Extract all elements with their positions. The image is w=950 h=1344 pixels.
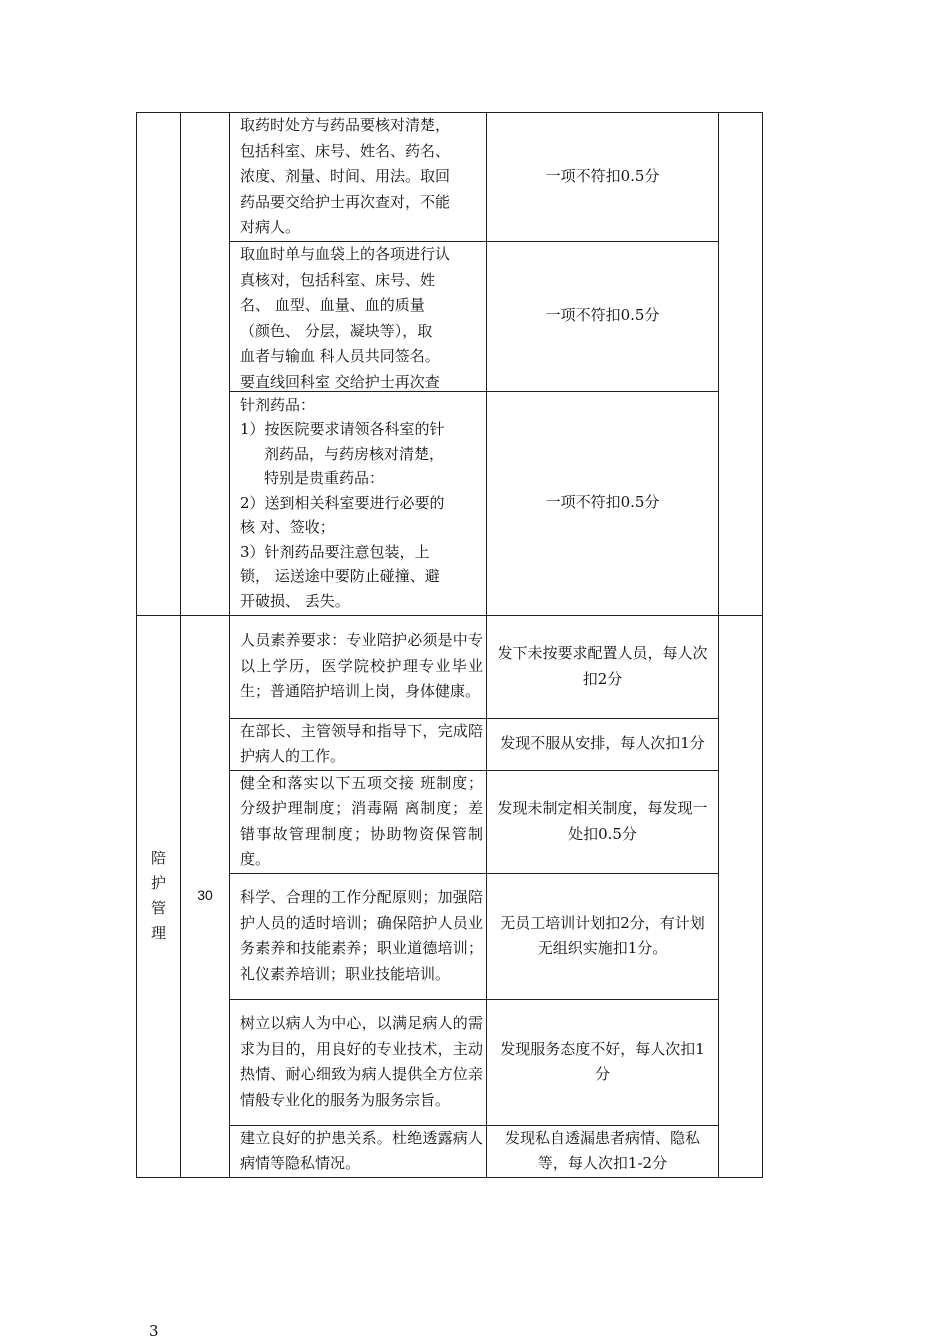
content-line: 取药时处方与药品要核对清楚， [240, 116, 451, 134]
table-row [137, 391, 763, 615]
table-row [137, 873, 763, 999]
content-line: 取血时单与血袋上的各项进行认 [240, 245, 451, 263]
remarks-cell [719, 615, 763, 1177]
table-row [137, 113, 763, 242]
deduction-rule-cell: 发现私自透漏患者病情、隐私等，每人次扣1-2分 [487, 1125, 719, 1177]
content-line: 包括科室、床号、姓名、药名、 [240, 141, 451, 160]
content-line: 3）针剂药品要注意包装，上 [240, 542, 430, 561]
table-row [137, 770, 763, 873]
content-line: 针剂药品： [240, 395, 316, 414]
remarks-cell [719, 113, 763, 616]
content-line: 锁， 运送途中要防止碰撞、避 [240, 567, 440, 585]
content-line: （颜色、 分层，凝块等），取 [240, 321, 433, 340]
content-cell: 在部长、主管领导和指导下，完成陪护病人的工作。 [230, 718, 487, 770]
content-cell: 树立以病人为中心，以满足病人的需求为目的，用良好的专业技术，主动热情、耐心细致为病人提供全方位亲情般专业化的服务为服务宗旨。 [230, 999, 487, 1125]
deduction-rule-cell: 无员工培训计划扣2分，有计划无组织实施扣1分。 [487, 873, 719, 999]
evaluation-table [136, 112, 763, 1178]
content-line: 真核对，包括科室、床号、姓 [240, 270, 436, 289]
content-cell: 科学、合理的工作分配原则；加强陪护人员的适时培训；确保陪护人员业务素养和技能素养；职业道德培训；礼仪素养培训；职业技能培训。 [230, 873, 487, 999]
content-line: 开破损、 丢失。 [240, 591, 350, 610]
deduction-rule-cell: 发下未按要求配置人员，每人次扣2分 [487, 615, 719, 718]
content-line: 2）送到相关科室要进行必要的 [240, 493, 445, 512]
content-line: 要直线回科室 交给护士再次查 [240, 372, 440, 390]
content-cell: 建立良好的护患关系。杜绝透露病人病情等隐私情况。 [230, 1125, 487, 1177]
deduction-rule-cell: 发现未制定相关制度，每发现一处扣0.5分 [487, 770, 719, 873]
category-label: 陪护管理 [150, 848, 166, 942]
category-cell-empty [137, 113, 181, 616]
table-row [137, 718, 763, 770]
content-cell [230, 113, 487, 242]
table-row [137, 241, 763, 391]
content-cell [230, 241, 487, 391]
deduction-rule-cell: 一项不符扣0.5分 [487, 241, 719, 391]
deduction-rule-cell: 发现不服从安排，每人次扣1分 [487, 718, 719, 770]
table-row [137, 999, 763, 1125]
content-line: 血者与输血 科人员共同签名。 [240, 347, 440, 365]
content-cell: 健全和落实以下五项交接 班制度；分级护理制度；消毒隔 离制度；差错事故管理制度；协助物资保管制度。 [230, 770, 487, 873]
content-line: 浓度、剂量、时间、用法。取回 [240, 167, 451, 185]
category-cell [137, 615, 181, 1177]
content-line: 1）按医院要求请领各科室的针 [240, 420, 445, 438]
content-line: 名、 血型、血量、血的质量 [240, 296, 425, 314]
deduction-rule-cell: 一项不符扣0.5分 [487, 391, 719, 615]
content-cell: 人员素养要求：专业陪护必须是中专以上学历，医学院校护理专业毕业生；普通陪护培训上岗，身体健康。 [230, 615, 487, 718]
table-row [137, 615, 763, 718]
content-line: 核 对、签收； [240, 518, 335, 536]
table-row [137, 1125, 763, 1177]
content-line: 药品要交给护士再次查对，不能 [240, 192, 451, 211]
page-number: 3 [149, 1322, 159, 1340]
content-cell [230, 391, 487, 615]
content-line: 剂药品，与药房核对清楚， [264, 444, 445, 463]
deduction-rule-cell: 一项不符扣0.5分 [487, 113, 719, 242]
score-cell-empty [181, 113, 230, 616]
content-line: 对病人。 [240, 218, 301, 236]
content-line: 特别是贵重药品： [264, 469, 385, 487]
deduction-rule-cell: 发现服务态度不好，每人次扣1分 [487, 999, 719, 1125]
score-cell: 30 [181, 615, 230, 1177]
